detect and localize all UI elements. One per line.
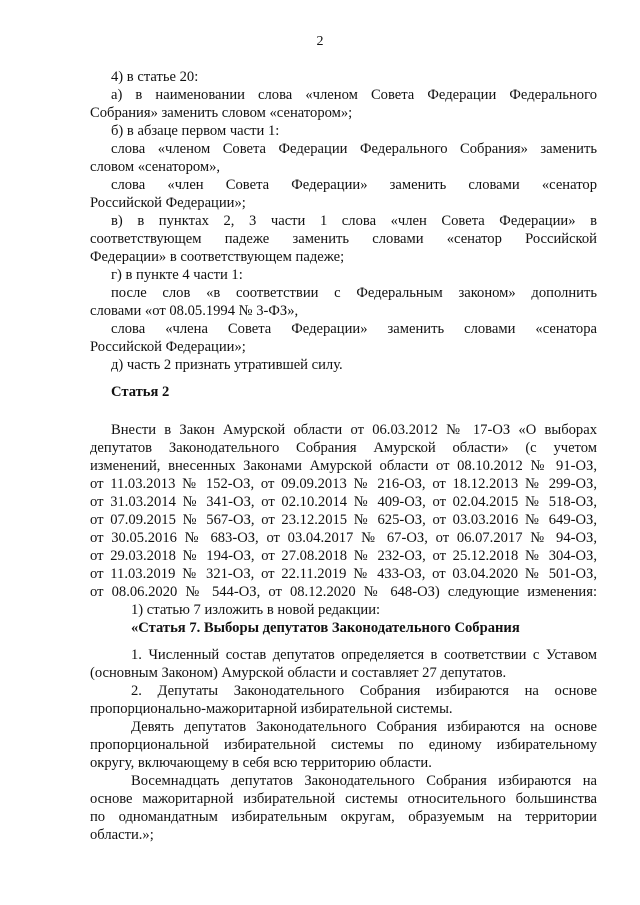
text-line: от 30.05.2016 № 683-ОЗ, от 03.04.2017 № 67-ОЗ, от 06.07.2017 № 94-ОЗ, (90, 530, 597, 546)
text-line: после слов «в соответствии с Федеральным законом» дополнить (111, 285, 597, 301)
text-line: изменений, внесенных Законами Амурской области от 08.10.2012 № 91-ОЗ, (90, 458, 597, 474)
text-line: б) в абзаце первом части 1: (111, 123, 280, 139)
text-line: по одномандатным избирательным округам, образуемым на территории (90, 809, 597, 825)
text-line: от 31.03.2014 № 341-ОЗ, от 02.10.2014 № 409-ОЗ, от 02.04.2015 № 518-ОЗ, (90, 494, 597, 510)
text-line: словами «от 08.05.1994 № 3-ФЗ», (90, 303, 299, 319)
text-line: от 29.03.2018 № 194-ОЗ, от 27.08.2018 № 232-ОЗ, от 25.12.2018 № 304-ОЗ, (90, 548, 597, 564)
text-line: области.»; (90, 827, 154, 843)
text-line: округу, включающему в себя всю территорию области. (90, 755, 432, 771)
text-line: д) часть 2 признать утратившей силу. (111, 357, 343, 373)
text-line: г) в пункте 4 части 1: (111, 267, 243, 283)
text-line: слова «член Совета Федерации» заменить словами «сенатор (111, 177, 597, 193)
text-line: от 07.09.2015 № 567-ОЗ, от 23.12.2015 № 625-ОЗ, от 03.03.2016 № 649-ОЗ, (90, 512, 597, 528)
text-line: Девять депутатов Законодательного Собрания избираются на основе (131, 719, 597, 735)
article-heading: Статья 2 (111, 384, 170, 400)
page-number: 2 (316, 34, 324, 49)
text-line: пропорциональной избирательной системы по единому избирательному (90, 737, 597, 753)
text-line: 2. Депутаты Законодательного Собрания избираются на основе (131, 683, 597, 699)
text-line: пропорционально-мажоритарной избирательной системы. (90, 701, 453, 717)
text-line: Внести в Закон Амурской области от 06.03.2012 № 17-ОЗ «О выборах (111, 422, 597, 438)
text-line: от 11.03.2013 № 152-ОЗ, от 09.09.2013 № 216-ОЗ, от 18.12.2013 № 299-ОЗ, (90, 476, 597, 492)
text-line: 1. Численный состав депутатов определяется в соответствии с Уставом (131, 647, 597, 663)
text-line: Собрания» заменить словом «сенатором»; (90, 105, 353, 121)
text-line: (основным Законом) Амурской области и составляет 27 депутатов. (90, 665, 507, 681)
text-line: депутатов Законодательного Собрания Амурской области» (с учетом (90, 440, 597, 456)
text-line: от 08.06.2020 № 544-ОЗ, от 08.12.2020 № 648-ОЗ) следующие изменения: (90, 584, 597, 600)
text-line: Восемнадцать депутатов Законодательного Собрания избираются на (131, 773, 597, 789)
text-line: 4) в статье 20: (111, 69, 199, 85)
text-line: в) в пунктах 2, 3 части 1 слова «член Совета Федерации» в (111, 213, 597, 229)
text-line: Российской Федерации»; (90, 339, 246, 355)
text-line: слова «членом Совета Федерации Федерального Собрания» заменить (111, 141, 597, 157)
text-line: 1) статью 7 изложить в новой редакции: (131, 602, 381, 618)
text-line: а) в наименовании слова «членом Совета Федерации Федерального (111, 87, 597, 103)
text-line: Федерации» в соответствующем падеже; (90, 249, 345, 265)
text-line: основе мажоритарной избирательной системы относительного большинства (90, 791, 597, 807)
text-line: словом «сенатором», (90, 159, 221, 175)
text-line: слова «члена Совета Федерации» заменить словами «сенатора (111, 321, 597, 337)
text-line: от 11.03.2019 № 321-ОЗ, от 22.11.2019 № 433-ОЗ, от 03.04.2020 № 501-ОЗ, (90, 566, 597, 582)
text-line: соответствующем падеже заменить словами «сенатор Российской (90, 231, 597, 247)
text-line: Российской Федерации»; (90, 195, 246, 211)
article-7-heading: «Статья 7. Выборы депутатов Законодательного Собрания (131, 620, 520, 636)
